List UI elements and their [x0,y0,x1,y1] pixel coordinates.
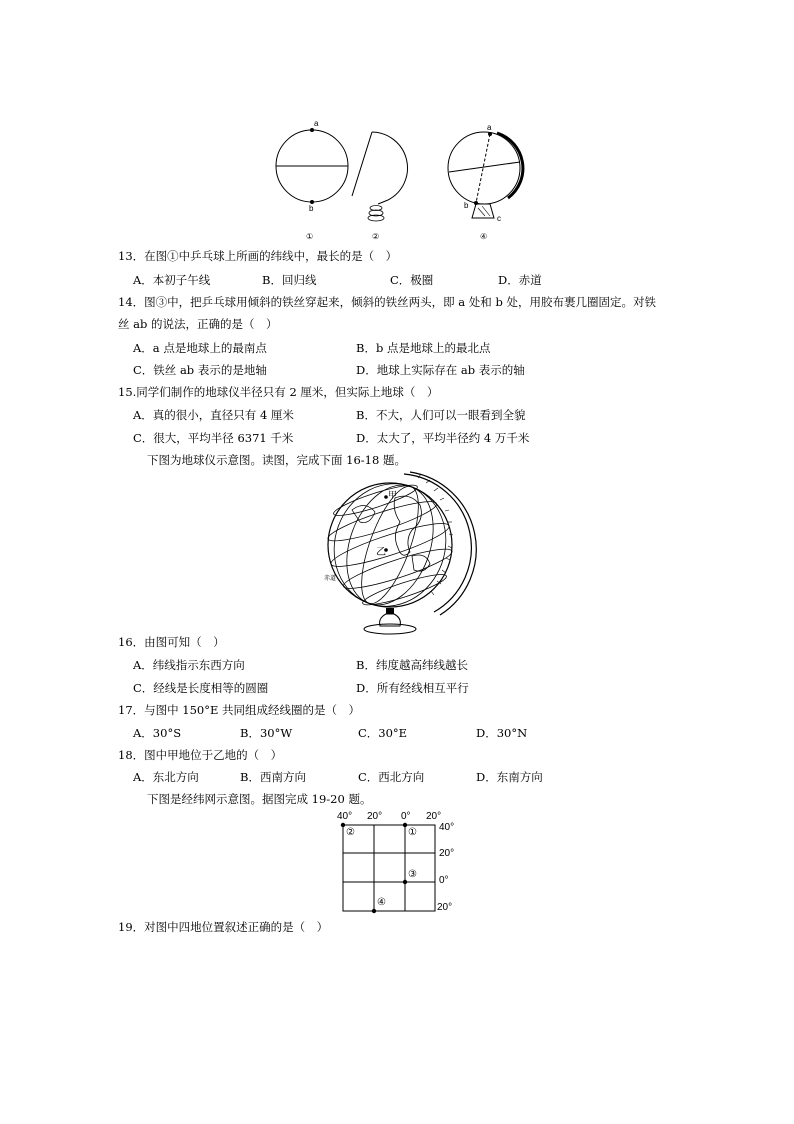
q16-option-c: C．经线是长度相等的圆圈 [133,681,269,695]
q13-option-a: A．本初子午线 [133,273,211,287]
q15-option-a: A．真的很小，直径只有 4 厘米 [133,408,294,422]
grid-right-label-2: 20° [439,848,455,859]
question-19-stem: 19．对图中四地位置叙述正确的是（ ） [118,920,329,934]
grid-right-label-3: 0° [439,875,449,886]
globe-label-yi: 乙 [376,547,386,558]
question-16-stem: 16．由图可知（ ） [118,635,225,649]
globe-label-equator: 赤道 [324,575,337,582]
q13-option-d: D．赤道 [498,273,542,287]
q16-option-d: D．所有经线相互平行 [356,681,469,695]
q18-option-b: B．西南方向 [240,770,306,784]
grid-right-label-4: 20° [437,902,453,913]
q14-option-d: D．地球上实际存在 ab 表示的轴 [356,363,525,377]
label-b-globe1: b [309,204,314,213]
label-b-globe3: b [464,201,469,210]
q13-option-b: B．回归线 [262,273,317,287]
q17-option-a: A．30°S [133,726,182,740]
grid-point-2: ② [346,827,355,838]
q18-option-a: A．东北方向 [133,770,199,784]
question-17-stem: 17．与图中 150°E 共同组成经线圈的是（ ） [118,703,361,717]
grid-point-4: ④ [377,897,386,908]
question-14-stem-line1: 14．图③中，把乒乓球用倾斜的铁丝穿起来，倾斜的铁丝两头，即 a 处和 b 处，用胶布裹几圈固定。对铁 [118,295,656,309]
grid-top-label-2: 20° [367,811,383,822]
question-15-stem: 15.同学们制作的地球仪半径只有 2 厘米，但实际上地球（ ） [118,385,439,399]
grid-point-3: ③ [408,869,417,880]
q17-option-b: B．30°W [240,726,293,740]
question-13-stem: 13．在图①中乒乓球上所画的纬线中，最长的是（ ） [118,249,398,263]
q18-option-d: D．东南方向 [476,770,543,784]
q14-option-b: B．b 点是地球上的最北点 [356,341,491,355]
q18-option-c: C．西北方向 [358,770,425,784]
question-18-stem: 18．图中甲地位于乙地的（ ） [118,748,283,762]
label-a-globe1: a [314,119,319,128]
globe-label-jia: 甲 [388,491,398,501]
label-a-globe3: a [487,123,492,132]
caption-globe3: ④ [480,232,488,241]
q14-option-a: A．a 点是地球上的最南点 [133,341,267,355]
q13-option-c: C．极圈 [390,273,434,287]
q16-option-a: A．纬线指示东西方向 [133,658,245,672]
grid-point-1: ① [408,827,417,838]
q17-option-d: D．30°N [476,726,528,740]
grid-top-label-1: 40° [337,811,353,822]
grid-right-label-1: 40° [439,822,455,833]
grid-top-label-4: 20° [426,811,442,822]
intro-19-20: 下图是经纬网示意图。据图完成 19-20 题。 [147,792,372,806]
q15-option-c: C．很大，平均半径 6371 千米 [133,431,294,445]
q16-option-b: B．纬度越高纬线越长 [356,658,468,672]
q15-option-b: B．不大，人们可以一眼看到全貌 [356,408,526,422]
q15-option-d: D．太大了，平均半径约 4 万千米 [356,431,530,445]
caption-globe1: ① [306,232,314,241]
intro-16-18: 下图为地球仪示意图。读图，完成下面 16-18 题。 [147,453,406,467]
q17-option-c: C．30°E [358,726,408,740]
grid-top-label-3: 0° [401,811,411,822]
question-14-stem-line2: 丝 ab 的说法，正确的是（ ） [118,317,278,331]
caption-globe2: ② [372,232,380,241]
label-c-globe3: c [497,214,501,223]
q14-option-c: C．铁丝 ab 表示的是地轴 [133,363,267,377]
